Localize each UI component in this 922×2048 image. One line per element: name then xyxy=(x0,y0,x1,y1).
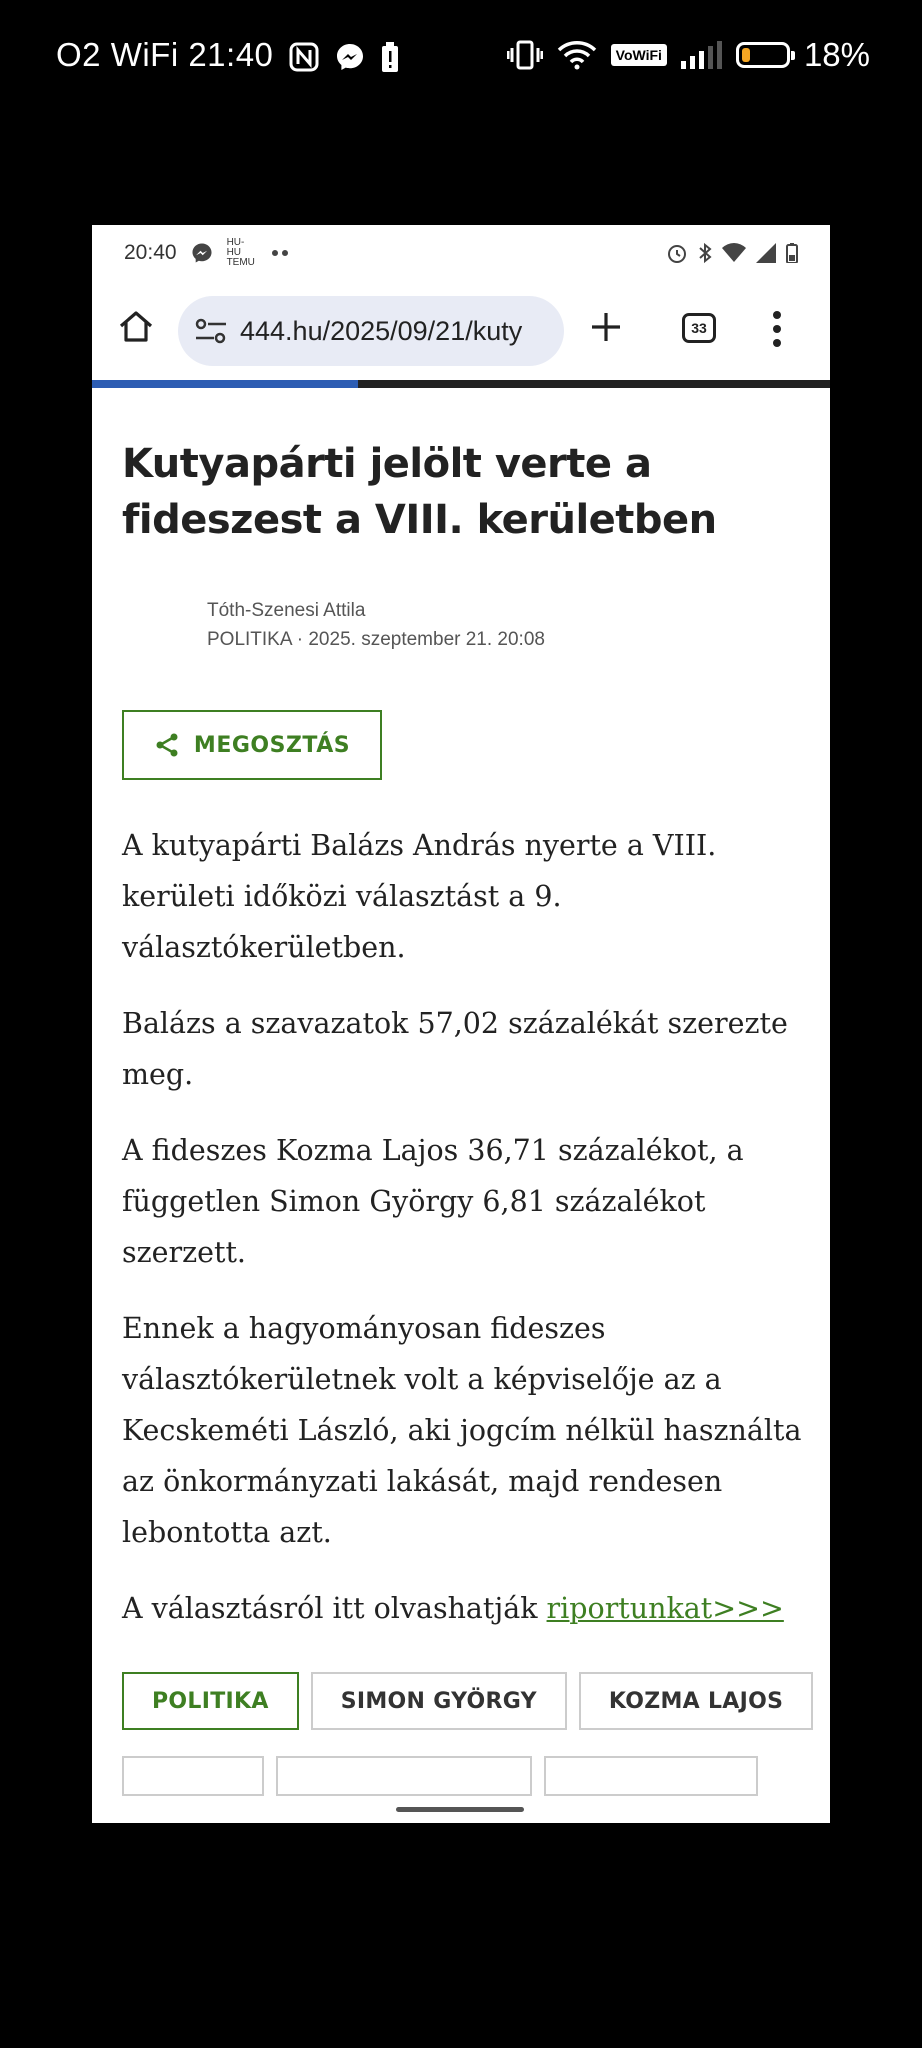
home-icon[interactable] xyxy=(116,307,156,347)
messenger-icon xyxy=(335,42,365,72)
browser-toolbar xyxy=(92,281,830,381)
new-tab-icon[interactable] xyxy=(586,307,626,347)
address-bar[interactable] xyxy=(178,296,564,366)
outer-status-bar xyxy=(0,0,922,115)
tag-placeholder[interactable] xyxy=(122,1756,264,1796)
signal-icon xyxy=(681,41,722,69)
article xyxy=(92,388,830,1796)
paragraph: A fideszes Kozma Lajos 36,71 százalékot, a független Simon György 6,81 százalékot szerzett. xyxy=(122,1134,744,1269)
inner-signal-icon xyxy=(756,243,776,263)
share-icon xyxy=(154,732,180,758)
vowifi-badge: VoWiFi xyxy=(611,44,667,66)
article-body xyxy=(122,820,807,1634)
inner-tiny-label: HU-HU TEMU xyxy=(226,237,255,268)
paragraph: A kutyapárti Balázs András nyerte a VIII. kerületi időközi választást a 9. választókerületben. xyxy=(122,829,717,964)
paragraph-text: A választásról itt olvashatják xyxy=(122,1592,547,1625)
outer-status-right xyxy=(507,36,870,74)
paragraph: Balázs a szavazatok 57,02 százalékát szerezte meg. xyxy=(122,1007,788,1091)
battery-icon xyxy=(736,42,790,68)
inner-time: 20:40 xyxy=(124,241,177,264)
inner-status-bar xyxy=(92,225,830,281)
byline xyxy=(207,596,830,654)
site-settings-icon[interactable] xyxy=(194,316,228,346)
tab-switcher-button[interactable]: 33 xyxy=(682,313,716,343)
share-label: MEGOSZTÁS xyxy=(193,732,351,758)
paragraph xyxy=(122,1583,807,1634)
tag-list xyxy=(122,1672,830,1730)
battery-percent: 18% xyxy=(803,36,870,73)
inner-screenshot xyxy=(92,225,830,1823)
vibrate-icon xyxy=(507,40,543,70)
paragraph: Ennek a hagyományosan fideszes választókerületnek volt a képviselője az a Kecskeméti László, aki jogcím nélkül használta az önkormányzati lakását, majd rendesen lebontotta azt. xyxy=(122,1312,802,1549)
article-meta: POLITIKA · 2025. szeptember 21. 20:08 xyxy=(207,629,545,650)
article-headline: Kutyapárti jelölt verte a fideszest a VIII. kerületben xyxy=(122,441,717,543)
share-button[interactable] xyxy=(122,710,382,780)
inner-battery-icon xyxy=(786,243,798,263)
carrier-time: O2 WiFi 21:40 xyxy=(56,36,274,73)
tag-kozma-lajos[interactable]: KOZMA LAJOS xyxy=(579,1672,813,1730)
inner-messenger-icon xyxy=(191,242,213,264)
battery-alert-icon xyxy=(380,42,400,72)
wifi-icon xyxy=(557,40,597,70)
tag-politika[interactable]: POLITIKA xyxy=(122,1672,299,1730)
bluetooth-icon xyxy=(698,242,712,264)
nfc-icon xyxy=(289,42,319,72)
outer-status-left xyxy=(56,36,400,74)
page-load-progress xyxy=(92,380,830,388)
url-text[interactable]: 444.hu/2025/09/21/kuty xyxy=(240,315,523,346)
overflow-menu-icon[interactable] xyxy=(772,309,782,349)
tag-placeholder[interactable] xyxy=(544,1756,758,1796)
gesture-bar[interactable] xyxy=(396,1807,524,1812)
alarm-icon xyxy=(666,242,688,264)
tag-placeholder[interactable] xyxy=(276,1756,532,1796)
report-link[interactable]: riportunkat>>> xyxy=(546,1592,784,1625)
tag-simon-gyorgy[interactable]: SIMON GYÖRGY xyxy=(311,1672,567,1730)
more-dots-icon xyxy=(269,248,291,258)
inner-wifi-icon xyxy=(722,243,746,263)
tag-list-more xyxy=(122,1756,830,1796)
author-name[interactable]: Tóth-Szenesi Attila xyxy=(207,600,366,621)
